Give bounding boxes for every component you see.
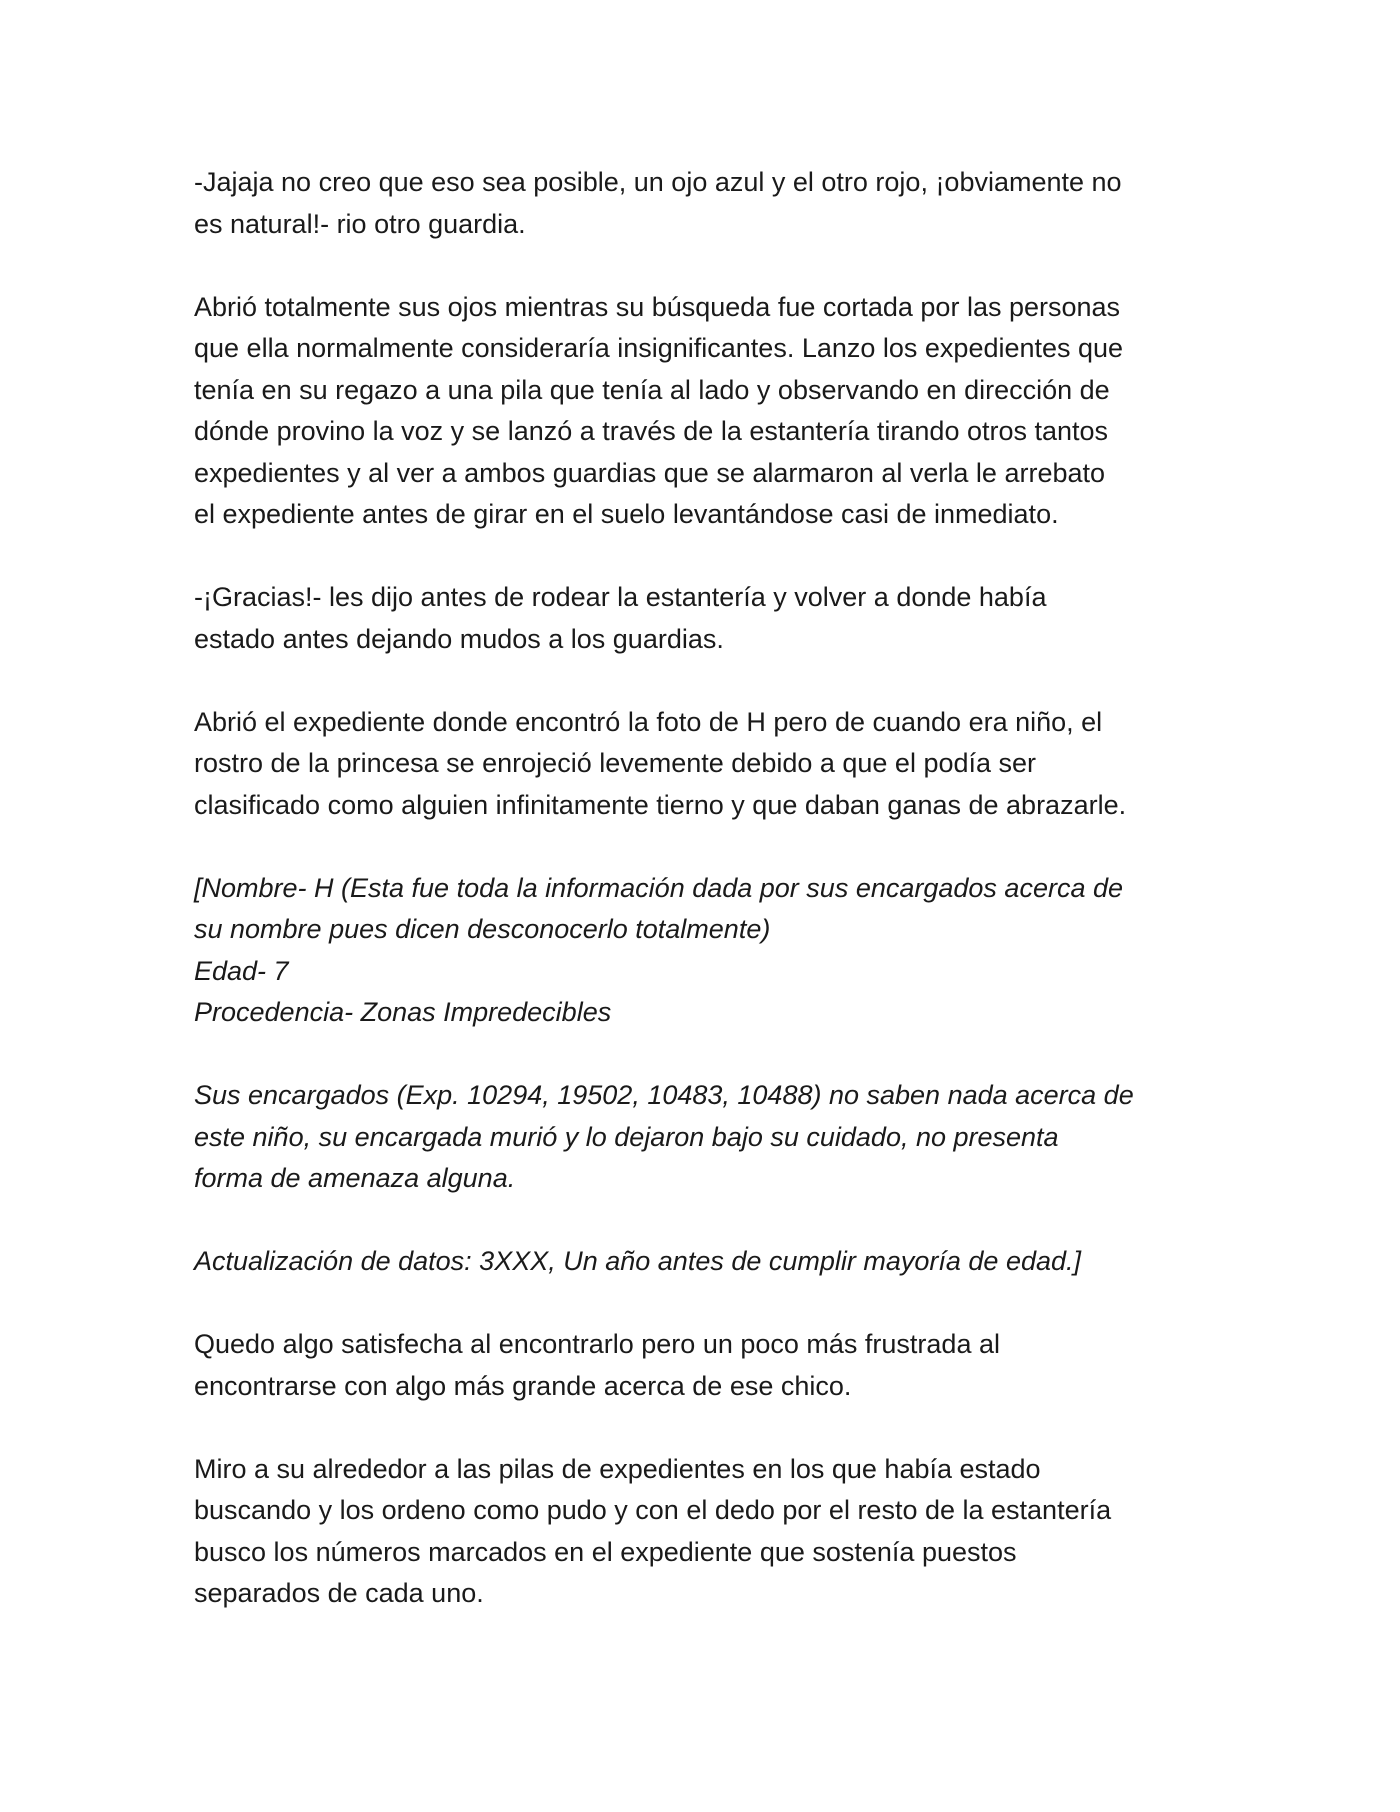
- text-line: tenía en su regazo a una pila que tenía al lado y observando en dirección de: [194, 374, 1110, 405]
- paragraph-guard-laugh: [194, 162, 1254, 245]
- text-line: que ella normalmente consideraría insignificantes. Lanzo los expedientes que: [194, 333, 1124, 363]
- paragraph-thanks: [194, 577, 1254, 660]
- paragraph-search-interrupted: [194, 287, 1254, 536]
- document-body: [194, 162, 1254, 1656]
- text-line: el expediente antes de girar en el suelo levantándose casi de inmediato.: [194, 499, 1059, 529]
- text-line: su nombre pues dicen desconocerlo totalmente): [194, 914, 771, 944]
- text-line: -¡Gracias!- les dijo antes de rodear la estantería y volver a donde había: [194, 582, 1047, 612]
- text-line: clasificado como alguien infinitamente tierno y que daban ganas de abrazarle.: [194, 789, 1127, 820]
- text-line: Quedo algo satisfecha al encontrarlo pero un poco más frustrada al: [194, 1329, 1000, 1359]
- text-line: expedientes y al ver a ambos guardias que se alarmaron al verla le arrebato: [194, 457, 1106, 488]
- text-line: estado antes dejando mudos a los guardias.: [194, 623, 724, 654]
- text-line: Sus encargados (Exp. 10294, 19502, 10483, 10488) no saben nada acerca de: [194, 1080, 1134, 1110]
- text-line: buscando y los ordeno como pudo y con el dedo por el resto de la estantería: [194, 1495, 1112, 1525]
- text-line: dónde provino la voz y se lanzó a través de la estantería tirando otros tantos: [194, 416, 1109, 446]
- text-line: separados de cada uno.: [194, 1578, 484, 1608]
- text-line: Abrió el expediente donde encontró la foto de H pero de cuando era niño, el: [194, 706, 1103, 737]
- text-line: este niño, su encargada murió y lo dejaron bajo su cuidado, no presenta: [194, 1121, 1059, 1152]
- text-line: forma de amenaza alguna.: [194, 1163, 516, 1193]
- text-line: encontrarse con algo más grande acerca de ese chico.: [194, 1370, 852, 1401]
- text-line: Miro a su alrededor a las pilas de expedientes en los que había estado: [194, 1453, 1041, 1484]
- text-line: -Jajaja no creo que eso sea posible, un ojo azul y el otro rojo, ¡obviamente no: [194, 167, 1122, 197]
- paragraph-satisfied: [194, 1324, 1254, 1407]
- paragraph-look-around: [194, 1449, 1254, 1615]
- text-line: Actualización de datos: 3XXX, Un año antes de cumplir mayoría de edad.]: [194, 1246, 1082, 1276]
- record-guardians: [194, 1075, 1254, 1200]
- record-identity: [194, 868, 1254, 1034]
- text-line: [Nombre- H (Esta fue toda la información dada por sus encargados acerca de: [194, 872, 1123, 903]
- text-line: Edad- 7: [194, 955, 289, 986]
- text-line: Procedencia- Zonas Impredecibles: [194, 997, 612, 1027]
- text-line: Abrió totalmente sus ojos mientras su búsqueda fue cortada por las personas: [194, 291, 1121, 322]
- text-line: busco los números marcados en el expediente que sostenía puestos: [194, 1536, 1017, 1567]
- text-line: rostro de la princesa se enrojeció levemente debido a que el podía ser: [194, 748, 1037, 778]
- paragraph-open-file: [194, 702, 1254, 827]
- text-line: es natural!- rio otro guardia.: [194, 208, 526, 239]
- record-update: [194, 1241, 1254, 1283]
